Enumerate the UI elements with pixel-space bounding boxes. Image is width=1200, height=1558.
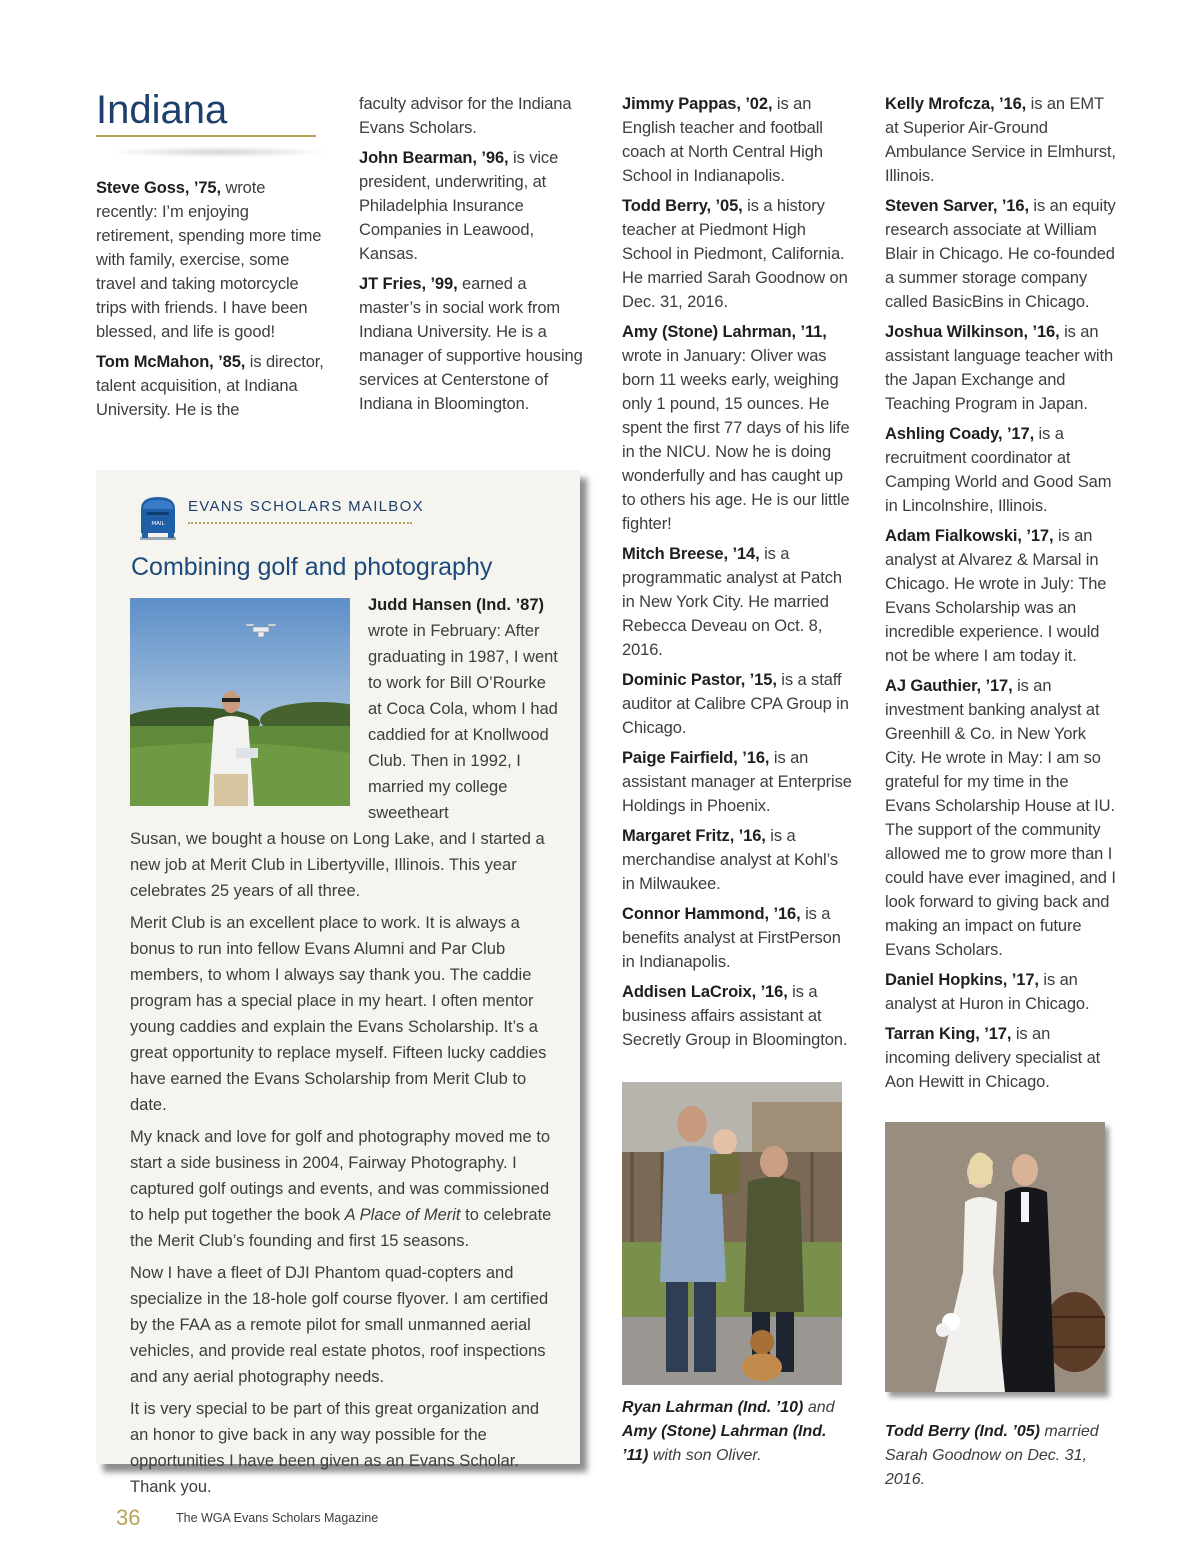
alumni-name: Steve Goss, ’75, (96, 179, 221, 197)
alumni-name: Mitch Breese, ’14, (622, 545, 760, 563)
alumni-text: is an assistant language teacher with the Japan Exchange and Teaching Program in Japan. (885, 323, 1114, 413)
alumni-name: Addisen LaCroix, ’16, (622, 983, 788, 1001)
alumni-entry (622, 92, 854, 188)
alumni-entry (885, 674, 1117, 962)
book-title: A Place of Merit (344, 1206, 461, 1224)
alumni-name: Paige Fairfield, ’16, (622, 749, 770, 767)
alumni-name: John Bearman, ’96, (359, 149, 509, 167)
alumni-name: AJ Gauthier, ’17, (885, 677, 1013, 695)
alumni-text: is an analyst at Alvarez & Marsal in Chicago. He wrote in July: The Evans Scholarship was an incredible experience. I would not be where I am today it. (885, 527, 1107, 665)
alumni-entry (885, 968, 1117, 1016)
alumni-entry (885, 422, 1117, 518)
alumni-text: is a history teacher at Piedmont High School in Piedmont, California. He married Sarah Goodnow on Dec. 31, 2016. (622, 197, 848, 311)
alumni-text: earned a master’s in social work from Indiana University. He is a manager of supportive housing services at Centerstone of Indiana in Bloomington. (359, 275, 583, 413)
mailbox-intro (368, 592, 558, 826)
alumni-text: is an English teacher and football coach at North Central High School in Indianapolis. (622, 95, 823, 185)
alumni-name: Joshua Wilkinson, ’16, (885, 323, 1060, 341)
alumni-text: is an equity research associate at William Blair in Chicago. He co-founded a summer storage company called BasicBins in Chicago. (885, 197, 1116, 311)
caption-text: with son Oliver. (648, 1447, 762, 1464)
alumni-entry (359, 272, 589, 416)
alumni-entry (622, 902, 854, 974)
alumni-entry (885, 194, 1117, 314)
alumni-name: Todd Berry, ’05, (622, 197, 743, 215)
alumni-text: is an EMT at Superior Air-Ground Ambulance Service in Elmhurst, Illinois. (885, 95, 1116, 185)
berry-photo-caption (885, 1420, 1121, 1492)
alumni-name: Margaret Fritz, ’16, (622, 827, 766, 845)
alumni-text: wrote recently: I’m enjoying retirement, spending more time with family, exercise, some travel and taking motorcycle trips with friends. I have been blessed, and life is good! (96, 179, 322, 341)
mailbox-paragraph: It is very special to be part of this great organization and an honor to give back in any way possible for the opportunities I have been given as an Evans Scholar. Thank you. (130, 1400, 540, 1496)
mailbox-paragraph: Merit Club is an excellent place to work. It is always a bonus to run into fellow Evans Alumni and Par Club members, to whom I always say thank you. The caddie program has a special place in my heart. I often mentor young caddies and explain the Evans Scholarship. It’s a great opportunity to replace myself. Fifteen lucky caddies have earned the Evans Scholarship from Merit Club to date. (130, 914, 547, 1114)
alumni-text: is a benefits analyst at FirstPerson in Indianapolis. (622, 905, 841, 971)
alumni-name: Steven Sarver, ’16, (885, 197, 1029, 215)
mailbox-paragraph: Now I have a fleet of DJI Phantom quad-copters and specialize in the 18-hole golf course flyover. I am certified by the FAA as a remote pilot for small unmanned aerial vehicles, and provide real estate photos, roof inspections and any aerial photography needs. (130, 1264, 549, 1386)
alumni-text: is an analyst at Huron in Chicago. (885, 971, 1090, 1013)
mailbox-body (130, 826, 560, 1506)
title-shadow (108, 146, 330, 158)
lahrman-family-photo (622, 1082, 842, 1385)
berry-wedding-photo (885, 1122, 1105, 1392)
paragraph-text: to celebrate the Merit Club’s founding and first 15 seasons. (130, 1206, 552, 1250)
alumni-text: is an investment banking analyst at Greenhill & Co. in New York City. He wrote in May: I am so grateful for my time in the Evans Scholarship House at IU. The support of the community allowed me to grow more than I could have ever imagined, and I look forward to giving back and making an impact on future Evans Scholars. (885, 677, 1116, 959)
caption-name: Ryan Lahrman (Ind. ’10) (622, 1399, 804, 1416)
alumni-name: Connor Hammond, ’16, (622, 905, 801, 923)
alumni-name: Daniel Hopkins, ’17, (885, 971, 1039, 989)
mailbox-headline: Combining golf and photography (131, 553, 493, 581)
caption-name: Todd Berry (Ind. ’05) (885, 1423, 1040, 1440)
title-rule (96, 135, 316, 137)
paragraph-text: My knack and love for golf and photography moved me to start a side business in 2004, Fairway Photography. I captured golf outings and events, and was commissioned to help put together the book (130, 1128, 551, 1224)
alumni-text: is a programmatic analyst at Patch in New York City. He married Rebecca Deveau on Oct. 8, 2016. (622, 545, 842, 659)
mailbox-paragraph (130, 1124, 560, 1254)
section-title: Indiana (96, 88, 228, 132)
alumni-name: Jimmy Pappas, ’02, (622, 95, 773, 113)
alumni-name: Amy (Stone) Lahrman, ’11, (622, 323, 827, 341)
alumni-entry (622, 746, 854, 818)
alumni-entry (622, 824, 854, 896)
column-1 (96, 176, 324, 428)
alumni-name: Tarran King, ’17, (885, 1025, 1012, 1043)
column-2 (359, 92, 589, 422)
alumni-entry (96, 350, 324, 422)
caption-text: married Sarah Goodnow on Dec. 31, 2016. (885, 1423, 1099, 1488)
alumni-entry (885, 320, 1117, 416)
alumni-entry (622, 668, 854, 740)
alumni-text: is an incoming delivery specialist at Aon Hewitt in Chicago. (885, 1025, 1101, 1091)
alumni-entry (359, 92, 589, 140)
alumni-text: is a merchandise analyst at Kohl’s in Milwaukee. (622, 827, 838, 893)
alumni-name: Kelly Mrofcza, ’16, (885, 95, 1027, 113)
mailbox-author: Judd Hansen (Ind. ’87) (368, 596, 545, 614)
drone-golf-photo (130, 598, 350, 806)
page-number: 36 (116, 1505, 141, 1530)
mailbox-icon (138, 495, 178, 541)
dotted-divider (188, 522, 412, 524)
mailbox-icon-text: MAIL (151, 521, 165, 527)
alumni-entry (359, 146, 589, 266)
alumni-text: is a staff auditor at Calibre CPA Group in Chicago. (622, 671, 849, 737)
alumni-entry (96, 176, 324, 344)
alumni-name: Dominic Pastor, ’15, (622, 671, 777, 689)
column-3 (622, 92, 854, 1058)
alumni-text: is a recruitment coordinator at Camping World and Good Sam in Lincolnshire, Illinois. (885, 425, 1112, 515)
alumni-entry (622, 542, 854, 662)
column-4 (885, 92, 1117, 1100)
alumni-text: is director, talent acquisition, at Indiana University. He is the (96, 353, 324, 419)
alumni-entry (622, 980, 854, 1052)
mailbox-label: EVANS SCHOLARS MAILBOX (188, 498, 424, 515)
alumni-name: Adam Fialkowski, ’17, (885, 527, 1054, 545)
alumni-name: JT Fries, ’99, (359, 275, 458, 293)
mailbox-paragraph: Susan, we bought a house on Long Lake, and I started a new job at Merit Club in Libertyville, Illinois. This year celebrates 25 years of all three. (130, 830, 545, 900)
alumni-entry (885, 524, 1117, 668)
alumni-entry (622, 194, 854, 314)
caption-name: Amy (Stone) Lahrman (Ind. ’11) (622, 1423, 827, 1464)
alumni-entry (885, 92, 1117, 188)
alumni-entry (622, 320, 854, 536)
alumni-text: faculty advisor for the Indiana Evans Scholars. (359, 95, 572, 137)
alumni-name: Ashling Coady, ’17, (885, 425, 1035, 443)
alumni-entry (885, 1022, 1117, 1094)
lahrman-photo-caption (622, 1396, 852, 1468)
caption-text: and (803, 1399, 835, 1416)
alumni-text: is vice president, underwriting, at Philadelphia Insurance Companies in Leawood, Kansas. (359, 149, 559, 263)
mailbox-intro-text: wrote in February: After graduating in 1987, I went to work for Bill O’Rourke at Coca Cola, whom I had caddied for at Knollwood Club. Then in 1992, I married my college sweetheart (368, 622, 558, 822)
alumni-text: wrote in January: Oliver was born 11 weeks early, weighing only 1 pound, 15 ounces. He spent the first 77 days of his life in the NICU. Now he is doing wonderfully and has caught up to others his age. He is our little fighter! (622, 347, 850, 533)
magazine-name: The WGA Evans Scholars Magazine (176, 1511, 379, 1525)
alumni-text: is a business affairs assistant at Secretly Group in Bloomington. (622, 983, 848, 1049)
alumni-text: is an assistant manager at Enterprise Holdings in Phoenix. (622, 749, 852, 815)
alumni-name: Tom McMahon, ’85, (96, 353, 246, 371)
